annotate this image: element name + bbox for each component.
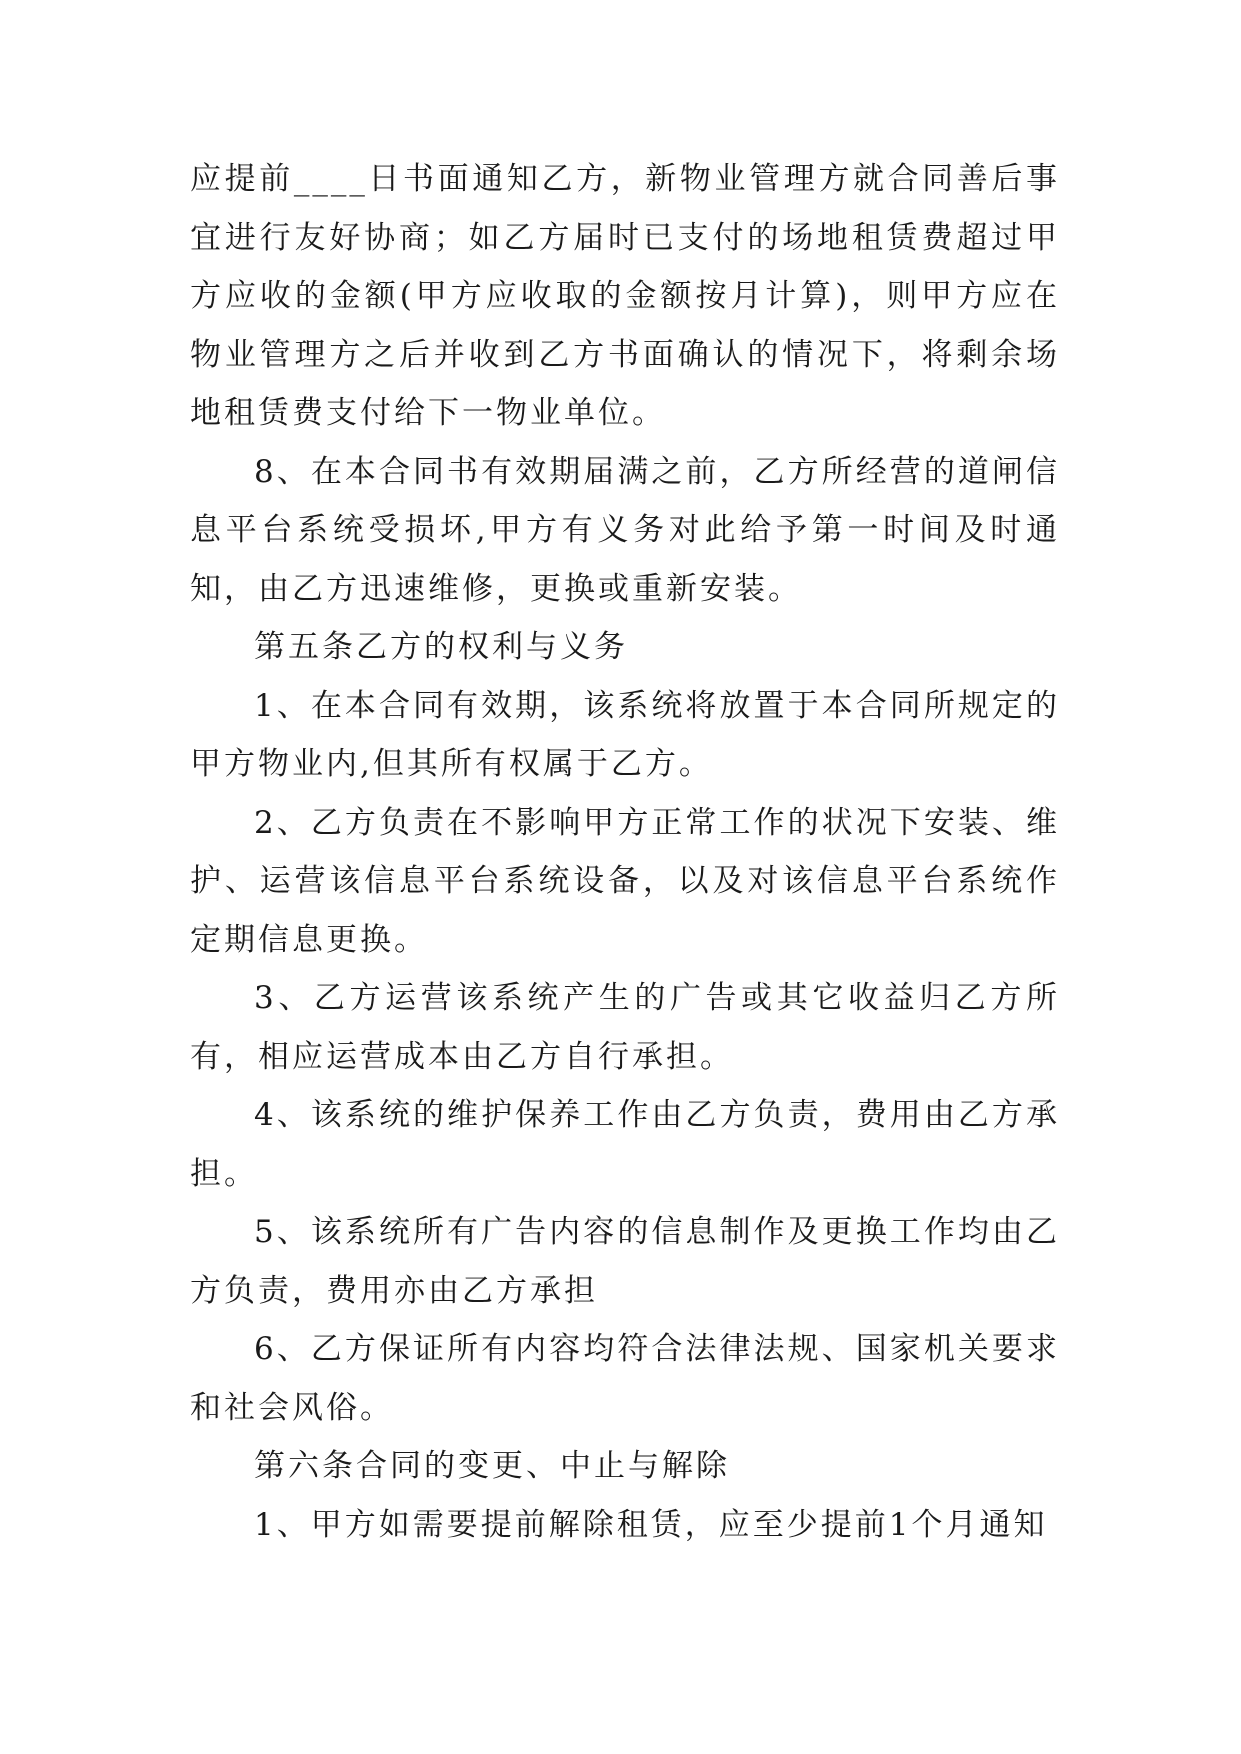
paragraph-clause-4: 4、该系统的维护保养工作由乙方负责，费用由乙方承担。 bbox=[190, 1097, 1060, 1192]
paragraph-clause-8: 8、在本合同书有效期届满之前，乙方所经营的道闸信息平台系统受损坏,甲方有义务对此给予第一时间及时通知，由乙方迅速维修，更换或重新安装。 bbox=[190, 453, 1060, 607]
paragraph-clause-3: 3、乙方运营该系统产生的广告或其它收益归乙方所有，相应运营成本由乙方自行承担。 bbox=[190, 980, 1060, 1075]
paragraph-clause-1: 1、在本合同有效期，该系统将放置于本合同所规定的甲方物业内,但其所有权属于乙方。 bbox=[190, 687, 1060, 782]
paragraph-article-6-clause-1: 1、甲方如需要提前解除租赁，应至少提前1个月通知 bbox=[254, 1506, 1048, 1543]
paragraph-clause-2: 2、乙方负责在不影响甲方正常工作的状况下安装、维护、运营该信息平台系统设备，以及对该信息平台系统作定期信息更换。 bbox=[190, 804, 1060, 958]
section-heading-article-6: 第六条合同的变更、中止与解除 bbox=[254, 1448, 730, 1484]
paragraph-clause-5: 5、该系统所有广告内容的信息制作及更换工作均由乙方负责，费用亦由乙方承担 bbox=[190, 1214, 1060, 1309]
paragraph-continuation: 应提前____日书面通知乙方，新物业管理方就合同善后事宜进行友好协商；如乙方届时已支付的场地租赁费超过甲方应收的金额(甲方应收取的金额按月计算)，则甲方应在物业管理方之后并收到乙方书面确认的情况下，将剩余场地租赁费支付给下一物业单位。 bbox=[190, 161, 1060, 431]
document-body bbox=[190, 150, 1060, 1554]
section-heading-article-5: 第五条乙方的权利与义务 bbox=[254, 629, 628, 665]
paragraph-clause-6: 6、乙方保证所有内容均符合法律法规、国家机关要求和社会风俗。 bbox=[190, 1331, 1060, 1426]
